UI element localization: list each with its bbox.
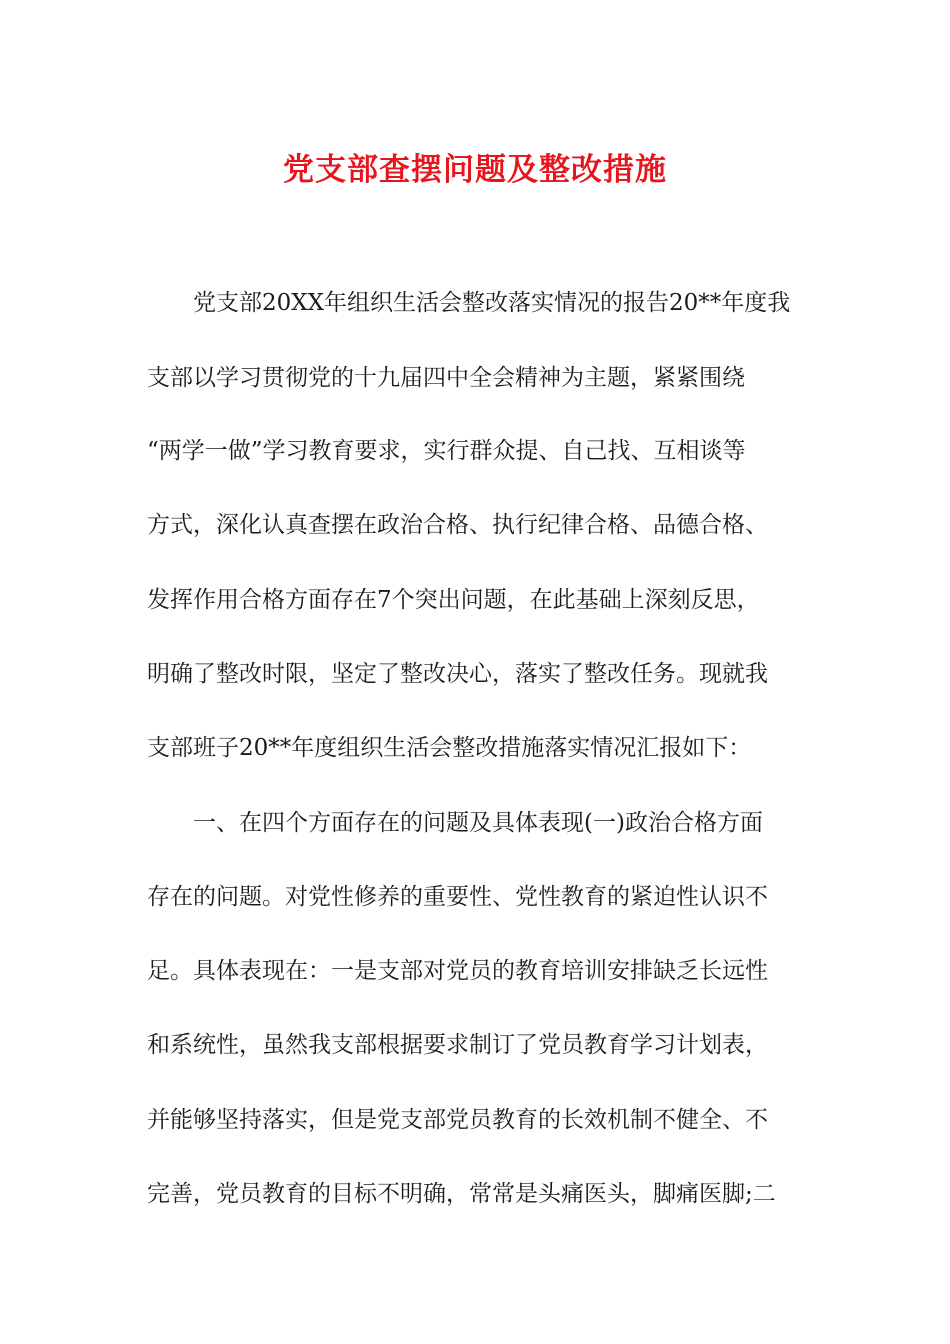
paragraph-1-line-7: 支部班子20**年度组织生活会整改措施落实情况汇报如下： <box>147 735 752 761</box>
paragraph-2-line-6: 完善，党员教育的目标不明确，常常是头痛医头，脚痛医脚;二 <box>147 1181 776 1207</box>
paragraph-1-line-3: “两学一做”学习教育要求，实行群众提、自己找、互相谈等 <box>147 438 746 464</box>
paragraph-1-line-6: 明确了整改时限，坚定了整改决心，落实了整改任务。现就我 <box>147 661 768 687</box>
paragraph-2-line-5: 并能够坚持落实，但是党支部党员教育的长效机制不健全、不 <box>147 1107 768 1133</box>
document-title: 党支部查摆问题及整改措施 <box>283 152 667 188</box>
paragraph-2-line-2: 存在的问题。对党性修养的重要性、党性教育的紧迫性认识不 <box>147 884 768 910</box>
paragraph-2-line-3: 足。具体表现在：一是支部对党员的教育培训安排缺乏长远性 <box>147 958 768 984</box>
paragraph-1-line-4: 方式，深化认真查摆在政治合格、执行纪律合格、品德合格、 <box>147 512 768 538</box>
paragraph-2-line-4: 和系统性，虽然我支部根据要求制订了党员教育学习计划表， <box>147 1032 768 1058</box>
paragraph-1-line-2: 支部以学习贯彻党的十九届四中全会精神为主题，紧紧围绕 <box>147 365 745 391</box>
paragraph-1-line-5: 发挥作用合格方面存在7个突出问题，在此基础上深刻反思， <box>147 587 760 613</box>
paragraph-1-line-1: 党支部20XX年组织生活会整改落实情况的报告20**年度我 <box>193 290 791 316</box>
paragraph-2-line-1: 一、在四个方面存在的问题及具体表现(一)政治合格方面 <box>193 810 763 836</box>
